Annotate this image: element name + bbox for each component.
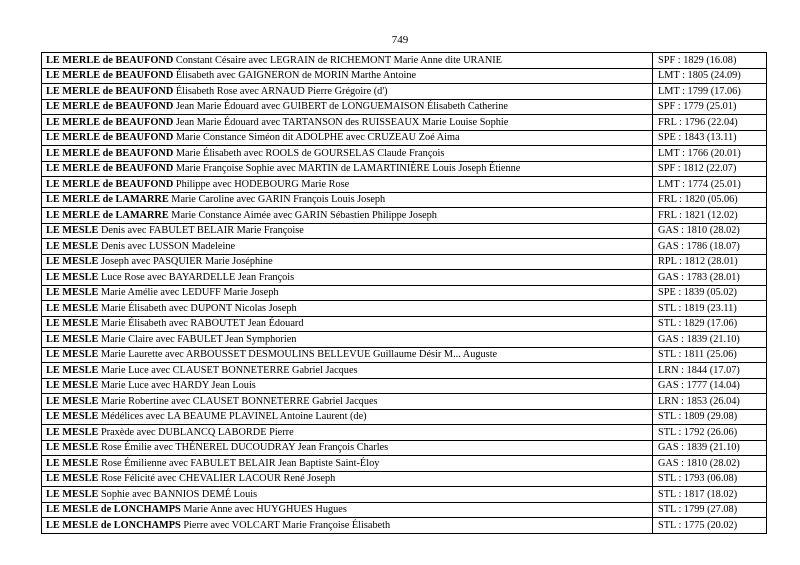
- entry-details: Marie Laurette avec ARBOUSSET DESMOULINS BELLEVUE Guillaume Désir M... Auguste: [100, 349, 498, 361]
- table-row: [42, 456, 767, 472]
- entry-details: Praxède avec DUBLANCQ LABORDE Pierre: [100, 426, 294, 438]
- entry-details: Sophie avec BANNIOS DEMÉ Louis: [100, 488, 258, 500]
- entry-reference: SPF : 1779 (25.01): [653, 99, 767, 115]
- entry-cell: [42, 208, 653, 224]
- table-row: [42, 68, 767, 84]
- table-row: [42, 440, 767, 456]
- table-row: [42, 285, 767, 301]
- entry-cell: [42, 285, 653, 301]
- entry-details: Marie Élisabeth avec DUPONT Nicolas Joseph: [100, 302, 297, 314]
- entry-surname: LE MERLE de BEAUFOND: [46, 54, 174, 66]
- entry-cell: [42, 502, 653, 518]
- table-row: [42, 239, 767, 255]
- entry-surname: LE MESLE: [46, 364, 99, 376]
- entry-surname: LE MESLE: [46, 225, 99, 237]
- table-row: [42, 394, 767, 410]
- entry-cell: [42, 456, 653, 472]
- table-row: [42, 347, 767, 363]
- entry-cell: [42, 115, 653, 131]
- entry-cell: [42, 316, 653, 332]
- entry-details: Rose Émilienne avec FABULET BELAIR Jean Baptiste Saint-Éloy: [100, 457, 380, 469]
- entry-cell: [42, 146, 653, 162]
- entry-surname: LE MESLE: [46, 442, 99, 454]
- entry-details: Luce Rose avec BAYARDELLE Jean François: [100, 271, 295, 283]
- entry-details: Denis avec LUSSON Madeleine: [100, 240, 236, 252]
- entry-surname: LE MESLE de LONCHAMPS: [46, 504, 181, 516]
- entry-details: Marie Claire avec FABULET Jean Symphorien: [100, 333, 297, 345]
- table-row: [42, 471, 767, 487]
- entry-details: Constant Césaire avec LEGRAIN de RICHEMONT Marie Anne dite URANIE: [175, 54, 502, 66]
- entry-reference: SPE : 1843 (13.11): [653, 130, 767, 146]
- table-row: [42, 409, 767, 425]
- entry-surname: LE MESLE: [46, 411, 99, 423]
- table-row: [42, 332, 767, 348]
- entry-surname: LE MESLE: [46, 256, 99, 268]
- entry-cell: [42, 518, 653, 534]
- entry-cell: [42, 130, 653, 146]
- table-row: [42, 270, 767, 286]
- entry-details: Médélices avec LA BEAUME PLAVINEL Antoine Laurent (de): [100, 411, 367, 423]
- entry-cell: [42, 84, 653, 100]
- entry-surname: LE MESLE: [46, 287, 99, 299]
- entry-cell: [42, 425, 653, 441]
- entry-surname: LE MESLE: [46, 333, 99, 345]
- table-row: [42, 223, 767, 239]
- entry-details: Philippe avec HODEBOURG Marie Rose: [175, 178, 350, 190]
- entry-reference: GAS : 1777 (14.04): [653, 378, 767, 394]
- entry-surname: LE MESLE: [46, 271, 99, 283]
- entry-details: Marie Robertine avec CLAUSET BONNETERRE Gabriel Jacques: [100, 395, 378, 407]
- entry-reference: FRL : 1821 (12.02): [653, 208, 767, 224]
- entry-details: Jean Marie Édouard avec TARTANSON des RUISSEAUX Marie Louise Sophie: [175, 116, 509, 128]
- table-row: [42, 53, 767, 69]
- entry-details: Pierre avec VOLCART Marie Françoise Élisabeth: [183, 519, 391, 531]
- entry-details: Marie Luce avec CLAUSET BONNETERRE Gabriel Jacques: [100, 364, 358, 376]
- entry-cell: [42, 53, 653, 69]
- entry-cell: [42, 270, 653, 286]
- entry-reference: SPF : 1812 (22.07): [653, 161, 767, 177]
- entry-cell: [42, 363, 653, 379]
- entry-reference: STL : 1775 (20.02): [653, 518, 767, 534]
- entry-surname: LE MERLE de LAMARRE: [46, 209, 169, 221]
- entry-surname: LE MESLE: [46, 302, 99, 314]
- entry-reference: FRL : 1820 (05.06): [653, 192, 767, 208]
- entry-cell: [42, 301, 653, 317]
- entry-cell: [42, 332, 653, 348]
- entry-reference: RPL : 1812 (28.01): [653, 254, 767, 270]
- entry-reference: GAS : 1810 (28.02): [653, 456, 767, 472]
- table-row: [42, 177, 767, 193]
- table-row: [42, 487, 767, 503]
- entry-cell: [42, 192, 653, 208]
- entry-reference: GAS : 1783 (28.01): [653, 270, 767, 286]
- entry-reference: STL : 1809 (29.08): [653, 409, 767, 425]
- entry-cell: [42, 99, 653, 115]
- entry-reference: LRN : 1844 (17.07): [653, 363, 767, 379]
- entry-reference: STL : 1811 (25.06): [653, 347, 767, 363]
- entry-details: Marie Caroline avec GARIN François Louis Joseph: [171, 194, 386, 206]
- entry-surname: LE MESLE: [46, 318, 99, 330]
- marriage-register-table: [41, 52, 767, 534]
- entry-cell: [42, 254, 653, 270]
- table-row: [42, 99, 767, 115]
- entry-reference: LMT : 1799 (17.06): [653, 84, 767, 100]
- table-row: [42, 115, 767, 131]
- table-row: [42, 254, 767, 270]
- entry-details: Rose Émilie avec THÉNEREL DUCOUDRAY Jean François Charles: [100, 442, 389, 454]
- entry-surname: LE MERLE de BEAUFOND: [46, 178, 174, 190]
- entry-cell: [42, 440, 653, 456]
- entry-details: Marie Élisabeth avec RABOUTET Jean Édouard: [100, 318, 304, 330]
- entry-surname: LE MESLE: [46, 240, 99, 252]
- table-row: [42, 192, 767, 208]
- entry-reference: LRN : 1853 (26.04): [653, 394, 767, 410]
- entry-cell: [42, 239, 653, 255]
- entry-cell: [42, 378, 653, 394]
- entry-details: Joseph avec PASQUIER Marie Joséphine: [100, 256, 273, 268]
- entry-reference: SPF : 1829 (16.08): [653, 53, 767, 69]
- entry-cell: [42, 487, 653, 503]
- entry-reference: LMT : 1805 (24.09): [653, 68, 767, 84]
- entry-reference: GAS : 1810 (28.02): [653, 223, 767, 239]
- entry-reference: STL : 1792 (26.06): [653, 425, 767, 441]
- entry-reference: STL : 1819 (23.11): [653, 301, 767, 317]
- entry-cell: [42, 68, 653, 84]
- entry-reference: STL : 1817 (18.02): [653, 487, 767, 503]
- entry-surname: LE MERLE de BEAUFOND: [46, 70, 174, 82]
- table-row: [42, 518, 767, 534]
- entry-details: Élisabeth Rose avec ARNAUD Pierre Grégoire (d'): [175, 85, 388, 97]
- entry-details: Marie Françoise Sophie avec MARTIN de LAMARTINIÈRE Louis Joseph Étienne: [175, 163, 521, 175]
- entry-cell: [42, 223, 653, 239]
- entry-reference: LMT : 1766 (20.01): [653, 146, 767, 162]
- entry-surname: LE MESLE: [46, 395, 99, 407]
- entry-details: Marie Constance Aimée avec GARIN Sébastien Philippe Joseph: [171, 209, 437, 221]
- entry-reference: STL : 1793 (06.08): [653, 471, 767, 487]
- table-row: [42, 363, 767, 379]
- entry-reference: STL : 1799 (27.08): [653, 502, 767, 518]
- table-body: [42, 53, 767, 534]
- entry-details: Élisabeth avec GAIGNERON de MORIN Marthe Antoine: [175, 70, 417, 82]
- entry-cell: [42, 177, 653, 193]
- entry-reference: STL : 1829 (17.06): [653, 316, 767, 332]
- table-row: [42, 502, 767, 518]
- entry-details: Marie Anne avec HUYGHUES Hugues: [183, 504, 347, 516]
- entry-cell: [42, 471, 653, 487]
- entry-surname: LE MERLE de BEAUFOND: [46, 85, 174, 97]
- entry-surname: LE MERLE de BEAUFOND: [46, 101, 174, 113]
- entry-cell: [42, 409, 653, 425]
- table-row: [42, 161, 767, 177]
- entry-surname: LE MERLE de BEAUFOND: [46, 163, 174, 175]
- entry-surname: LE MESLE: [46, 488, 99, 500]
- entry-cell: [42, 394, 653, 410]
- entry-cell: [42, 161, 653, 177]
- entry-details: Marie Luce avec HARDY Jean Louis: [100, 380, 256, 392]
- entry-reference: GAS : 1839 (21.10): [653, 440, 767, 456]
- entry-reference: FRL : 1796 (22.04): [653, 115, 767, 131]
- entry-surname: LE MESLE: [46, 380, 99, 392]
- entry-details: Denis avec FABULET BELAIR Marie Françoise: [100, 225, 304, 237]
- entry-details: Marie Amélie avec LEDUFF Marie Joseph: [100, 287, 279, 299]
- entry-surname: LE MERLE de BEAUFOND: [46, 147, 174, 159]
- table-row: [42, 425, 767, 441]
- entry-details: Rose Félicité avec CHEVALIER LACOUR René Joseph: [100, 473, 336, 485]
- entry-surname: LE MESLE: [46, 473, 99, 485]
- table-row: [42, 84, 767, 100]
- entry-surname: LE MERLE de LAMARRE: [46, 194, 169, 206]
- entry-surname: LE MESLE: [46, 426, 99, 438]
- entry-surname: LE MERLE de BEAUFOND: [46, 116, 174, 128]
- entry-reference: SPE : 1839 (05.02): [653, 285, 767, 301]
- entry-reference: GAS : 1839 (21.10): [653, 332, 767, 348]
- entry-cell: [42, 347, 653, 363]
- table-row: [42, 146, 767, 162]
- entry-surname: LE MERLE de BEAUFOND: [46, 132, 174, 144]
- entry-reference: GAS : 1786 (18.07): [653, 239, 767, 255]
- table-row: [42, 208, 767, 224]
- entry-surname: LE MESLE: [46, 349, 99, 361]
- entry-reference: LMT : 1774 (25.01): [653, 177, 767, 193]
- table-row: [42, 130, 767, 146]
- table-row: [42, 378, 767, 394]
- entry-surname: LE MESLE de LONCHAMPS: [46, 519, 181, 531]
- table-row: [42, 301, 767, 317]
- page-number: 749: [391, 34, 409, 46]
- table-row: [42, 316, 767, 332]
- entry-details: Marie Constance Siméon dit ADOLPHE avec CRUZEAU Zoé Aima: [175, 132, 460, 144]
- entry-details: Marie Élisabeth avec ROOLS de GOURSELAS Claude François: [175, 147, 445, 159]
- entry-surname: LE MESLE: [46, 457, 99, 469]
- entry-details: Jean Marie Édouard avec GUIBERT de LONGUEMAISON Élisabeth Catherine: [175, 101, 508, 113]
